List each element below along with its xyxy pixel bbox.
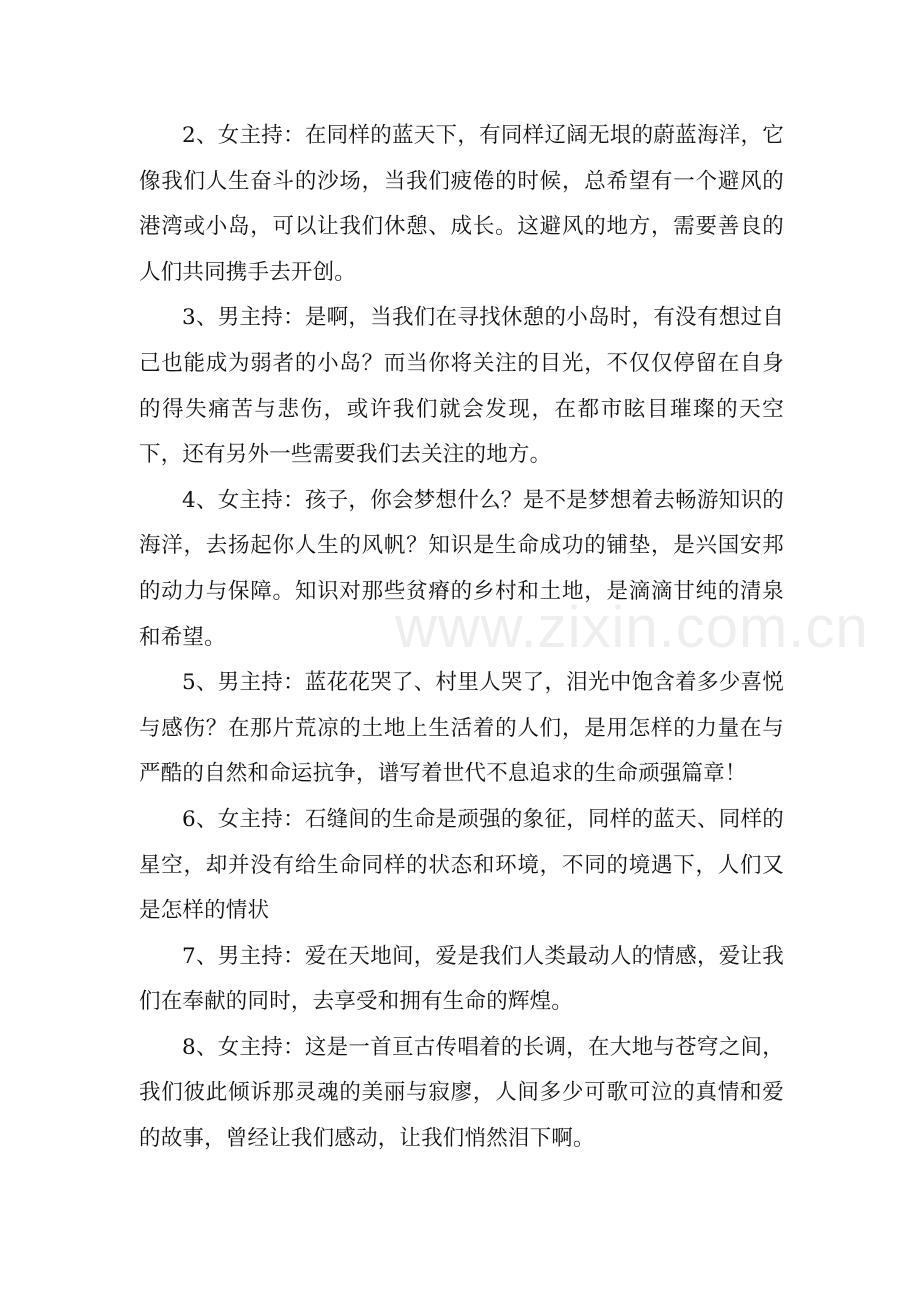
- paragraph-4: 4、女主持：孩子，你会梦想什么？是不是梦想着去畅游知识的海洋，去扬起你人生的风帆？知识是生命成功的铺垫，是兴国安邦的动力与保障。知识对那些贫瘠的乡村和土地，是滴滴甘纯的清泉和希望。: [139, 487, 784, 650]
- paragraph-7: 7、男主持：爱在天地间，爱是我们人类最动人的情感，爱让我们在奉献的同时，去享受和拥有生命的辉煌。: [139, 943, 784, 1015]
- paragraph-6: 6、女主持：石缝间的生命是顽强的象征，同样的蓝天、同样的星空，却并没有给生命同样的状态和环境，不同的境遇下，人们又是怎样的情状: [139, 806, 784, 924]
- paragraph-3: 3、男主持：是啊，当我们在寻找休憩的小岛时，有没有想过自己也能成为弱者的小岛？而当你将关注的目光，不仅仅停留在自身的得失痛苦与悲伤，或许我们就会发现，在都市眩目璀璨的天空下，还有另外一些需要我们去关注的地方。: [139, 305, 784, 468]
- paragraph-8: 8、女主持：这是一首亘古传唱着的长调，在大地与苍穹之间，我们彼此倾诉那灵魂的美丽与寂廖，人间多少可歌可泣的真情和爱的故事，曾经让我们感动，让我们悄然泪下啊。: [139, 1034, 784, 1152]
- document-body: [139, 113, 784, 1162]
- watermark: www.zixin.com.cn: [395, 595, 869, 660]
- paragraph-5: 5、男主持：蓝花花哭了、村里人哭了，泪光中饱含着多少喜悦与感伤？在那片荒凉的土地上生活着的人们，是用怎样的力量在与严酷的自然和命运抗争，谱写着世代不息追求的生命顽强篇章！: [139, 670, 784, 787]
- paragraph-2: 2、女主持：在同样的蓝天下，有同样辽阔无垠的蔚蓝海洋，它像我们人生奋斗的沙场，当我们疲倦的时候，总希望有一个避风的港湾或小岛，可以让我们休憩、成长。这避风的地方，需要善良的人们共同携手去开创。: [139, 123, 784, 285]
